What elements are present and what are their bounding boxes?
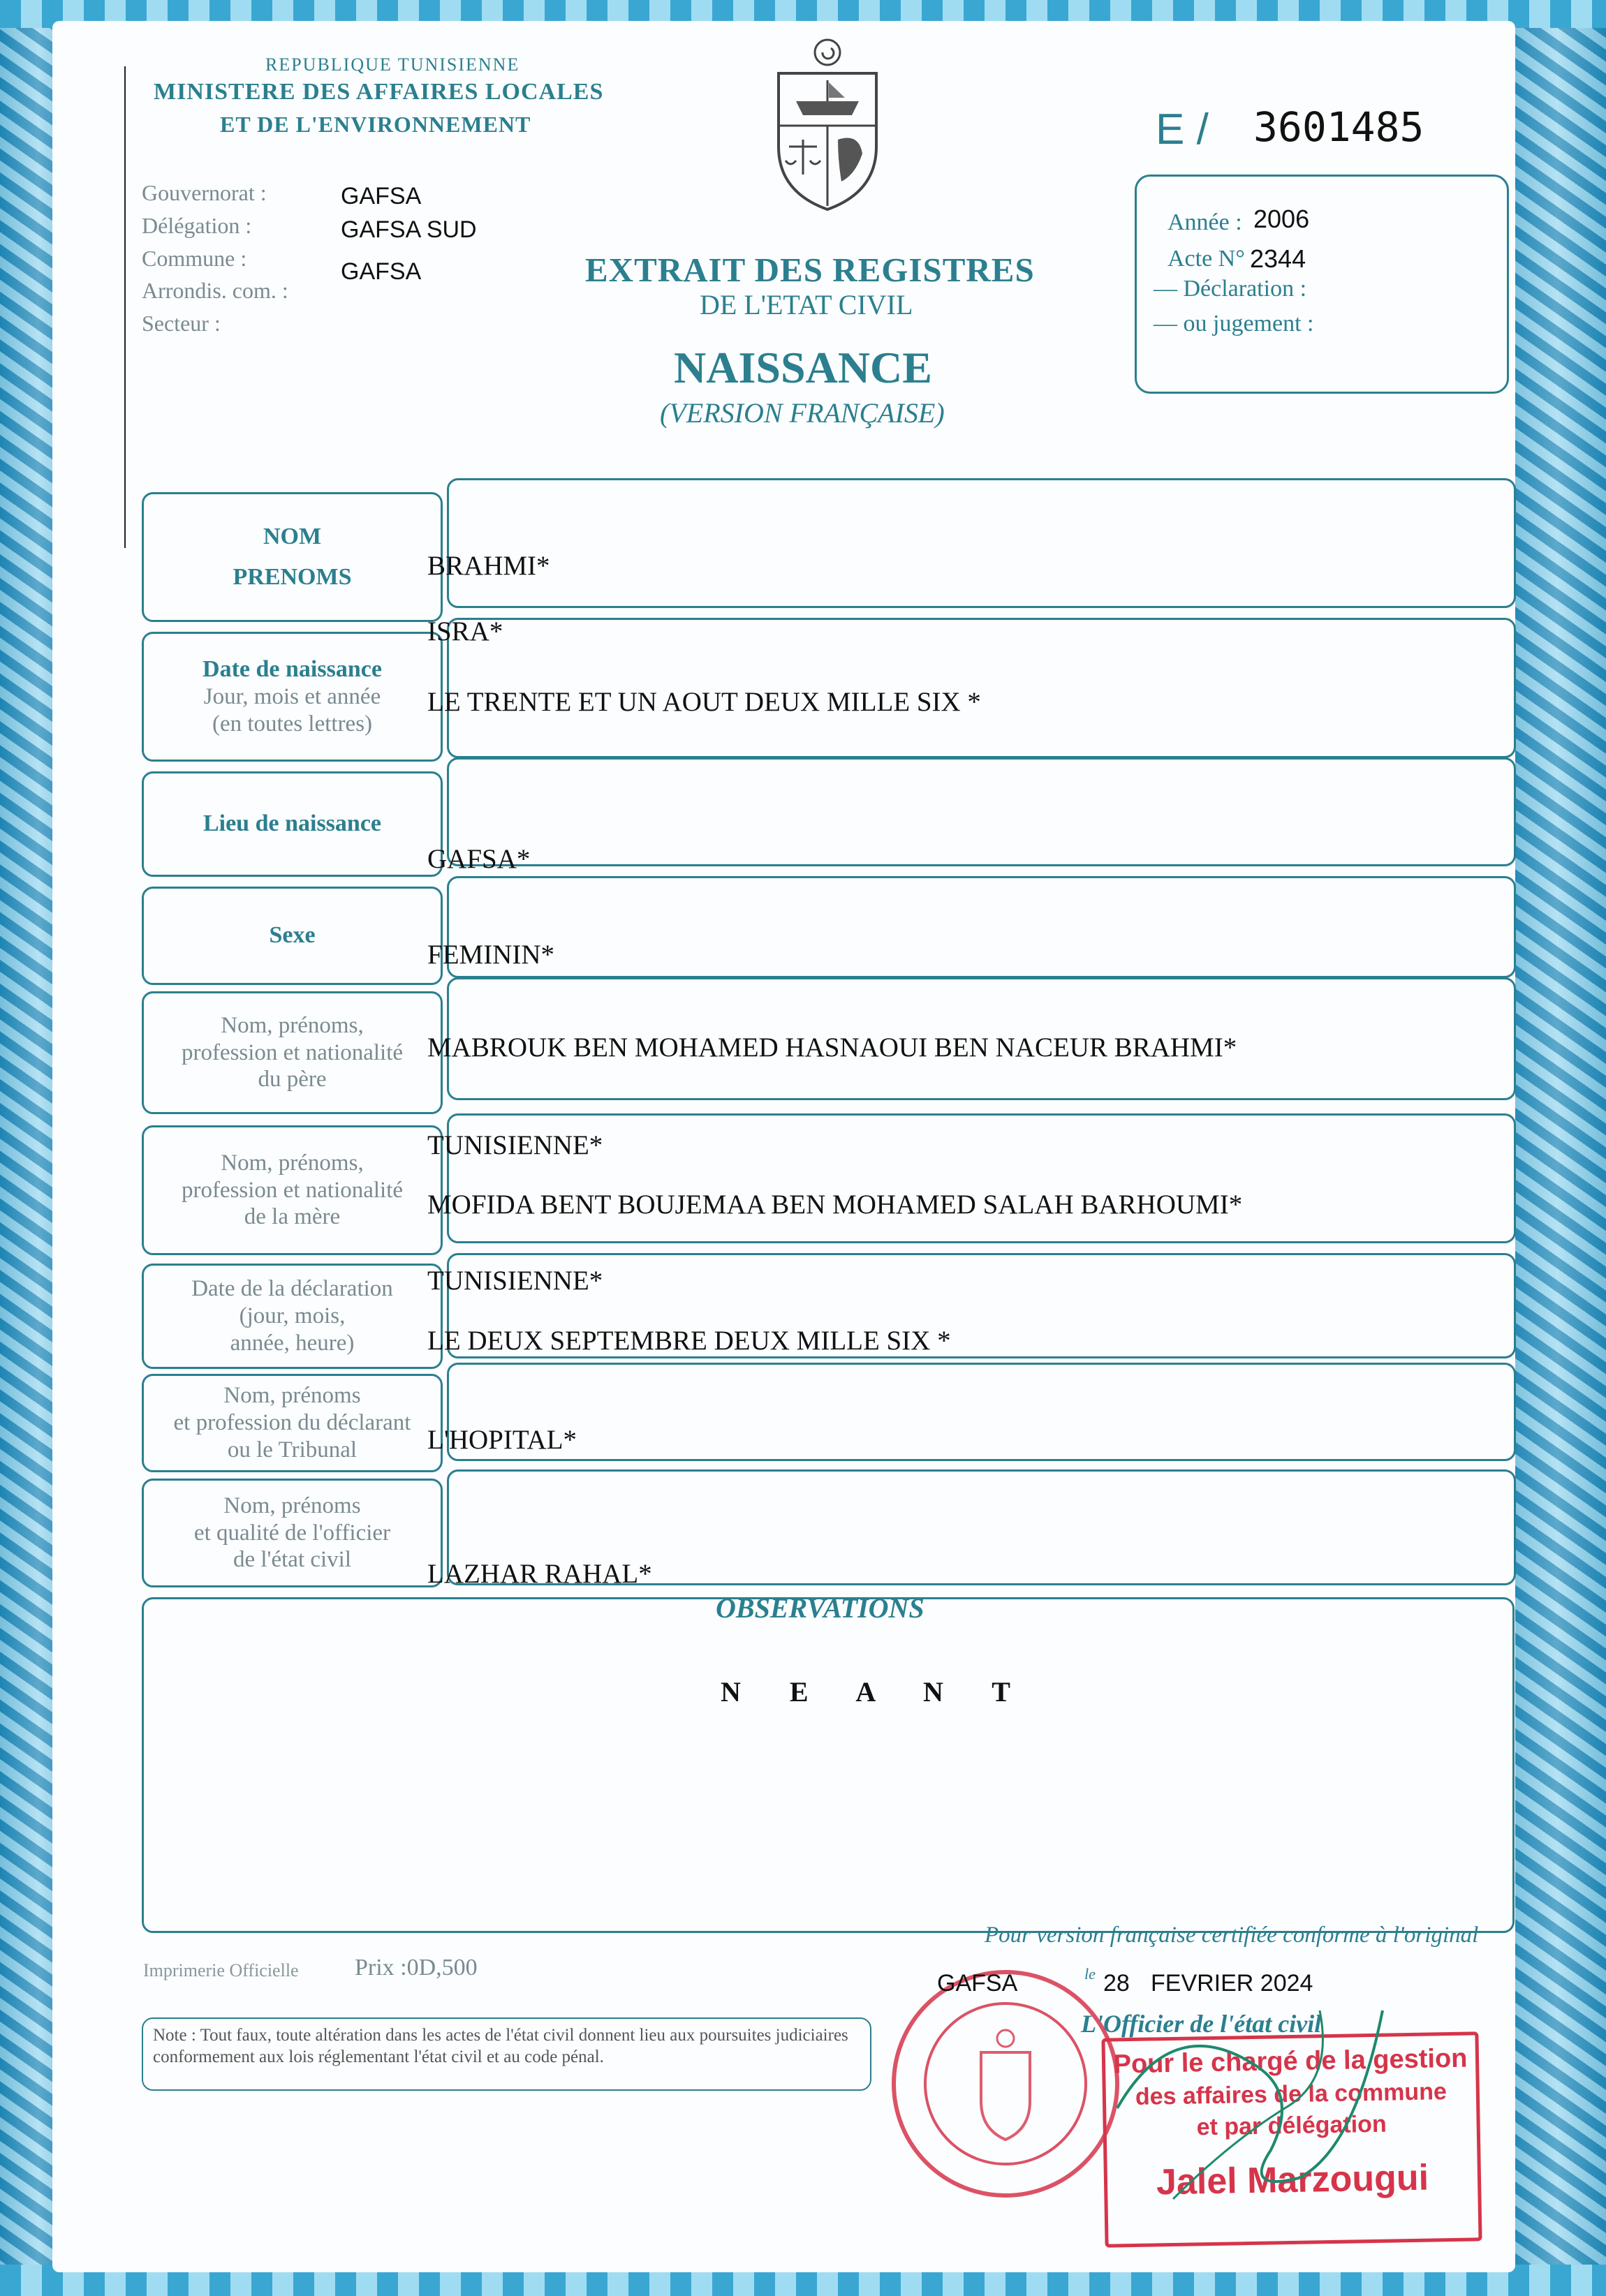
- field-label-line2: PRENOMS: [233, 564, 352, 590]
- field-label-line3: année, heure): [230, 1330, 355, 1356]
- issue-date-le: le: [1084, 1965, 1096, 1983]
- field-label-line1: Date de la déclaration: [191, 1276, 393, 1302]
- field-label-line2: profession et nationalité: [181, 1039, 404, 1065]
- issue-place: GAFSA: [937, 1970, 1018, 1997]
- issue-month-year: FEVRIER 2024: [1151, 1970, 1313, 1997]
- field-label-line2: et profession du déclarant: [173, 1410, 411, 1436]
- commune-value: GAFSA: [341, 258, 422, 285]
- gouvernorat-value: GAFSA: [341, 183, 422, 209]
- commune-label: Commune :: [142, 246, 247, 271]
- field-label-line1: Nom, prénoms,: [221, 1012, 364, 1038]
- field-label-line1: Nom, prénoms: [223, 1383, 361, 1409]
- issue-day: 28: [1103, 1970, 1130, 1997]
- delegation-label: Délégation :: [142, 213, 252, 238]
- value-sexe: FEMININ*: [427, 940, 554, 970]
- value-prenom: ISRA*: [427, 616, 503, 646]
- stamp-line2: des affaires de la commune: [1135, 2078, 1447, 2110]
- field-label-line1: NOM: [263, 523, 322, 549]
- handwritten-signature-icon: [1089, 1969, 1424, 2220]
- value-mere: MOFIDA BENT BOUJEMAA BEN MOHAMED SALAH BARHOUMI*: [427, 1190, 1243, 1220]
- ministry-line2: ET DE L'ENVIRONNEMENT: [220, 112, 531, 137]
- field-label-nom-prenoms: [142, 492, 443, 622]
- annee-label: Année :: [1167, 209, 1242, 235]
- officier-label: L'Officier de l'état civil: [1081, 2010, 1322, 2038]
- field-label-line1: Lieu de naissance: [202, 810, 382, 837]
- jugement-label: — ou jugement :: [1154, 311, 1314, 336]
- acte-number-label: Acte N°: [1167, 246, 1245, 272]
- field-label-sexe: [142, 887, 443, 985]
- field-label-officier: [142, 1479, 443, 1587]
- field-label-line2: profession et nationalité: [181, 1177, 404, 1203]
- field-label-line2: (jour, mois,: [239, 1303, 346, 1329]
- value-officier: LAZHAR RAHAL*: [427, 1559, 652, 1589]
- field-label-line3: de la mère: [244, 1204, 341, 1230]
- value-box-mere: [447, 1113, 1516, 1243]
- document-title: EXTRAIT DES REGISTRES: [585, 251, 1035, 289]
- document-version: (VERSION FRANÇAISE): [660, 397, 945, 429]
- acte-number-value: 2344: [1250, 244, 1306, 273]
- stamp-line1: Pour le chargé de la gestion: [1113, 2043, 1468, 2080]
- stamp-line3: et par délégation: [1196, 2110, 1387, 2141]
- value-box-lieu: [447, 757, 1516, 866]
- field-label-line2: Jour, mois et année: [203, 684, 381, 710]
- field-label-mere: [142, 1125, 443, 1255]
- field-label-line1: Date de naissance: [202, 656, 382, 682]
- field-label-line3: ou le Tribunal: [227, 1437, 358, 1462]
- certification-text: Pour version française certifiée conforme à l'original: [985, 1923, 1479, 1948]
- field-label-line1: Sexe: [269, 922, 316, 949]
- value-nom: BRAHMI*: [427, 551, 550, 581]
- field-label-line1: Nom, prénoms: [223, 1493, 361, 1518]
- ministry-line1: MINISTERE DES AFFAIRES LOCALES: [154, 79, 604, 105]
- observations-box: [142, 1597, 1515, 1933]
- gouvernorat-label: Gouvernorat :: [142, 180, 267, 205]
- value-lieu: GAFSA*: [427, 844, 531, 874]
- value-date-declaration: LE DEUX SEPTEMBRE DEUX MILLE SIX *: [427, 1326, 951, 1356]
- stamp-signatory: Jalel Marzougui: [1156, 2157, 1429, 2203]
- decorative-border-right: [1508, 0, 1606, 2296]
- arrondissement-label: Arrondis. com. :: [142, 278, 288, 303]
- serial-number: 3601485: [1253, 103, 1424, 151]
- field-label-line3: (en toutes lettres): [212, 711, 373, 737]
- document-subtitle: DE L'ETAT CIVIL: [700, 289, 913, 320]
- value-pere-nationalite: TUNISIENNE*: [427, 1130, 603, 1160]
- field-label-pere: [142, 991, 443, 1114]
- field-label-declarant: [142, 1374, 443, 1472]
- document-type: NAISSANCE: [674, 343, 932, 392]
- field-label-lieu: [142, 771, 443, 877]
- value-declarant: L'HOPITAL*: [427, 1425, 577, 1455]
- margin-line: [124, 66, 126, 548]
- republic-label: REPUBLIQUE TUNISIENNE: [265, 54, 520, 75]
- annee-value: 2006: [1253, 205, 1310, 233]
- value-date-naissance: LE TRENTE ET UN AOUT DEUX MILLE SIX *: [427, 687, 981, 717]
- imprimerie-label: Imprimerie Officielle: [143, 1960, 299, 1980]
- field-label-line3: de l'état civil: [233, 1547, 352, 1573]
- value-pere: MABROUK BEN MOHAMED HASNAOUI BEN NACEUR BRAHMI*: [427, 1032, 1237, 1062]
- value-box-sexe: [447, 876, 1516, 978]
- legal-note: Note : Tout faux, toute altération dans les actes de l'état civil donnent lieu aux poursuites judiciaires conformement aux lois réglementant l'état civil et au code pénal.: [142, 2017, 871, 2091]
- observations-title: OBSERVATIONS: [716, 1592, 924, 1624]
- observations-value: N E A N T: [721, 1676, 1031, 1708]
- field-label-line3: du père: [258, 1067, 327, 1093]
- field-label-line1: Nom, prénoms,: [221, 1150, 364, 1176]
- field-label-date-declaration: [142, 1264, 443, 1369]
- tunisia-coat-of-arms-icon: [768, 35, 887, 216]
- price-label: Prix :0D,500: [355, 1955, 478, 1980]
- value-box-declarant: [447, 1363, 1516, 1461]
- value-box-nom: [447, 478, 1516, 608]
- field-label-date-naissance: [142, 632, 443, 762]
- value-mere-nationalite: TUNISIENNE*: [427, 1266, 603, 1296]
- serial-prefix: E /: [1156, 105, 1209, 154]
- declaration-label: — Déclaration :: [1154, 276, 1307, 302]
- delegation-value: GAFSA SUD: [341, 216, 477, 243]
- field-label-line2: et qualité de l'officier: [193, 1520, 391, 1546]
- secteur-label: Secteur :: [142, 311, 221, 336]
